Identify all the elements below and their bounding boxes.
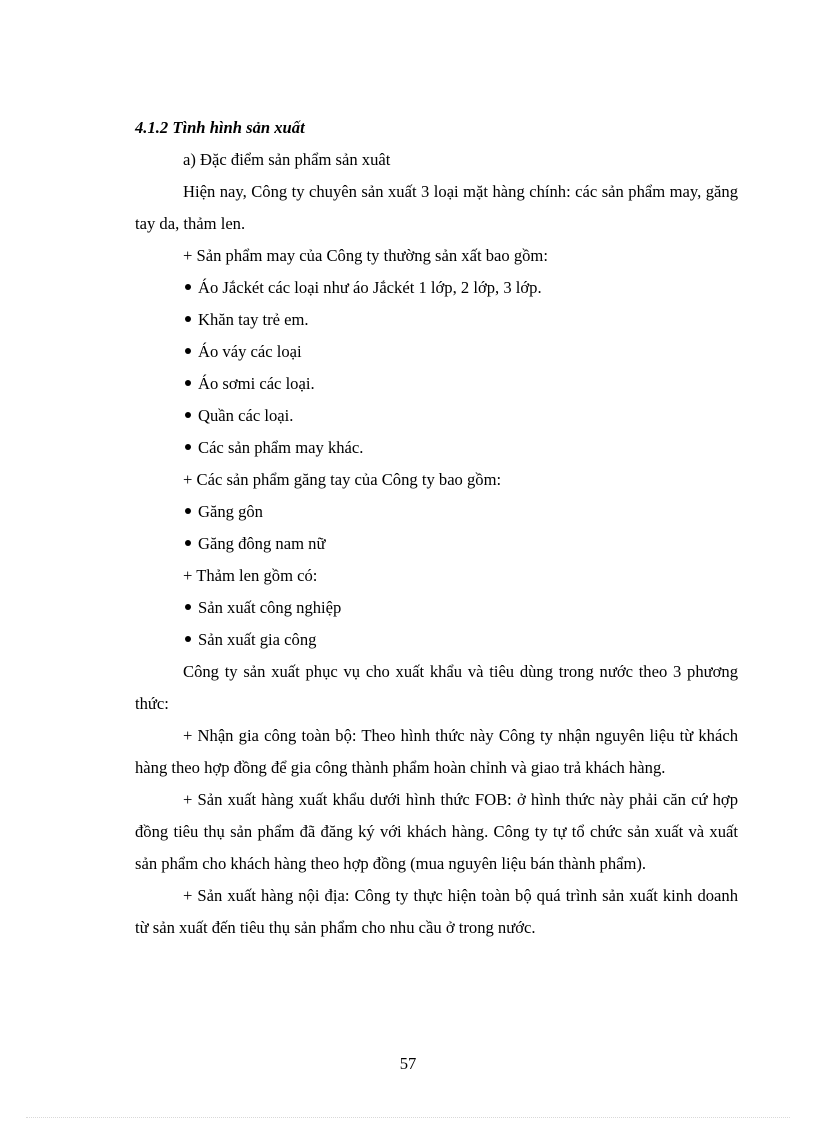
- bullet-icon: [185, 540, 191, 546]
- intro-paragraph: Hiện nay, Công ty chuyên sản xuất 3 loại mặt hàng chính: các sản phẩm may, găng tay da, thảm len.: [135, 182, 738, 233]
- list-item-text: Găng đông nam nữ: [198, 534, 326, 553]
- section-heading: 4.1.2 Tình hình sản xuất: [135, 118, 305, 137]
- list-item: [135, 304, 738, 336]
- bullet-icon: [185, 380, 191, 386]
- method-paragraph-fob: + Sản xuất hàng xuất khẩu dưới hình thức FOB: ở hình thức này phải căn cứ hợp đồng tiêu thụ sản phẩm đã đăng ký với khách hàng. Công ty tự tổ chức sản xuất và xuất sản phẩm cho khách hàng theo hợp đồng (mua nguyên liệu bán thành phẩm).: [135, 790, 738, 873]
- list-item-text: Găng gôn: [198, 502, 263, 521]
- list-item: [135, 432, 738, 464]
- list-item: [135, 272, 738, 304]
- list-item: [135, 368, 738, 400]
- bullet-icon: [185, 412, 191, 418]
- list-item-text: Sản xuất gia công: [198, 630, 317, 649]
- list-item-text: Áo Jắckét các loại như áo Jắckét 1 lớp, 2 lớp, 3 lớp.: [198, 278, 542, 297]
- bullet-icon: [185, 284, 191, 290]
- bullet-icon: [185, 316, 191, 322]
- section-title-carpets: + Thảm len gồm có:: [183, 566, 318, 585]
- section-title-garments: + Sản phẩm may của Công ty thường sản xất bao gồm:: [183, 246, 548, 265]
- list-item: [135, 592, 738, 624]
- method-paragraph-domestic: + Sản xuất hàng nội địa: Công ty thực hiện toàn bộ quá trình sản xuất kinh doanh từ sản xuất đến tiêu thụ sản phẩm cho nhu cầu ở trong nước.: [135, 886, 738, 937]
- footer-divider: [26, 1117, 790, 1118]
- methods-intro-paragraph: Công ty sản xuất phục vụ cho xuất khẩu và tiêu dùng trong nước theo 3 phương thức:: [135, 662, 738, 713]
- list-item-text: Áo váy các loại: [198, 342, 302, 361]
- list-item-text: Sản xuất công nghiệp: [198, 598, 342, 617]
- list-item: [135, 336, 738, 368]
- bullet-icon: [185, 444, 191, 450]
- method-paragraph-processing: + Nhận gia công toàn bộ: Theo hình thức này Công ty nhận nguyên liệu từ khách hàng theo hợp đồng để gia công thành phẩm hoàn chỉnh và giao trả khách hàng.: [135, 726, 738, 777]
- list-item-text: Quần các loại.: [198, 406, 294, 425]
- list-item: [135, 400, 738, 432]
- section-title-gloves: + Các sản phẩm găng tay của Công ty bao gồm:: [183, 470, 502, 489]
- page-number: 57: [399, 1054, 417, 1073]
- bullet-icon: [185, 604, 191, 610]
- bullet-icon: [185, 508, 191, 514]
- document-body: [135, 112, 738, 944]
- list-item-text: Áo sơmi các loại.: [198, 374, 315, 393]
- list-item: [135, 496, 738, 528]
- bullet-icon: [185, 348, 191, 354]
- list-item: [135, 528, 738, 560]
- list-item-text: Các sản phẩm may khác.: [198, 438, 364, 457]
- subheading: a) Đặc điểm sản phẩm sản xuât: [183, 150, 391, 169]
- bullet-icon: [185, 636, 191, 642]
- list-item-text: Khăn tay trẻ em.: [198, 310, 309, 329]
- list-item: [135, 624, 738, 656]
